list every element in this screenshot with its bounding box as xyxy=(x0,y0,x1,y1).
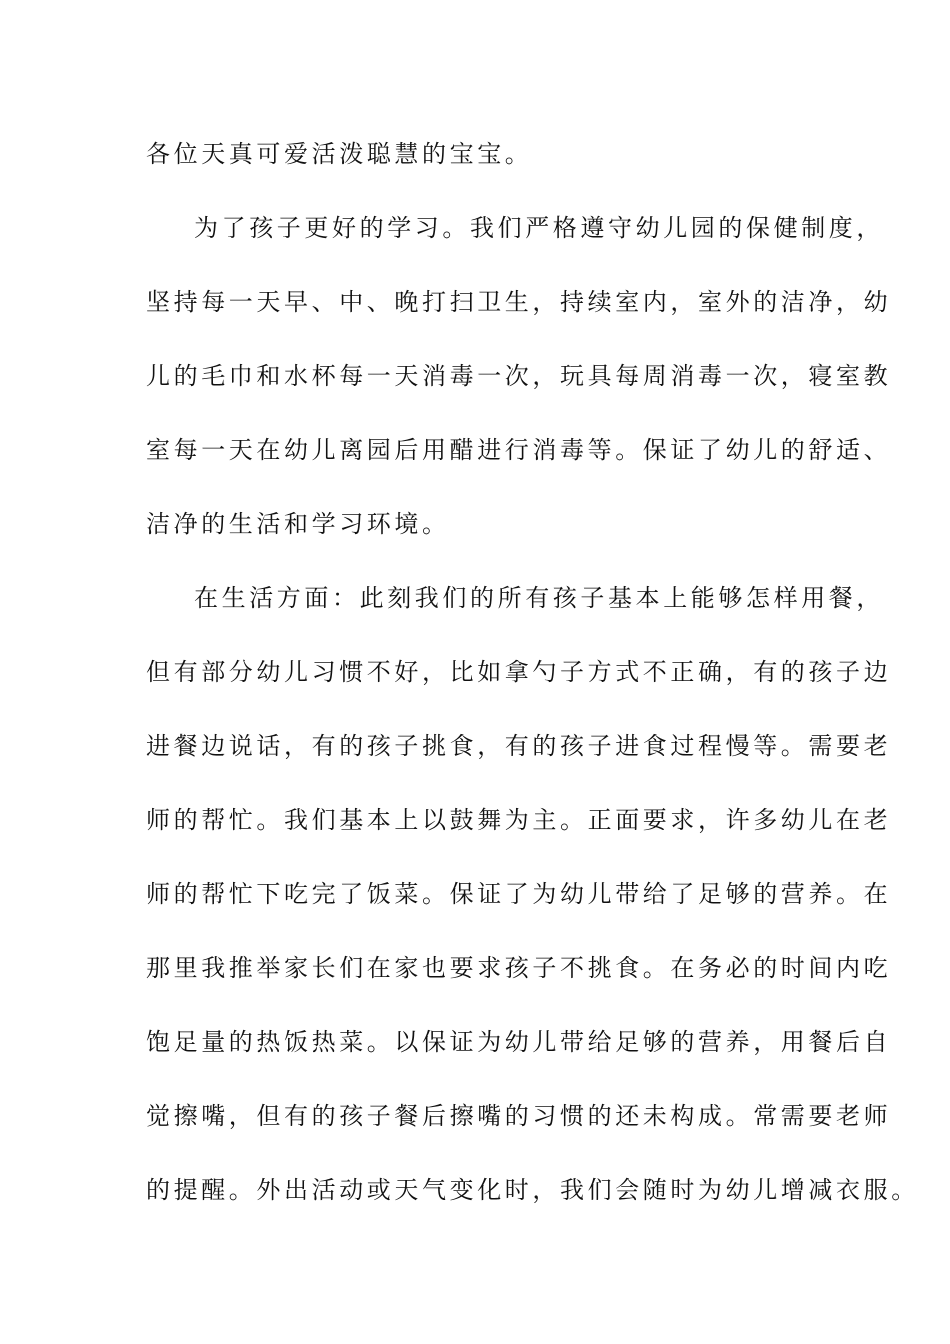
text-line: 洁净的生活和学习环境。 xyxy=(146,510,450,538)
text-line: 室每一天在幼儿离园后用醋进行消毒等。保证了幼儿的舒适、 xyxy=(146,436,892,464)
text-line: 但有部分幼儿习惯不好，比如拿勺子方式不正确，有的孩子边 xyxy=(146,658,892,686)
text-line: 觉擦嘴，但有的孩子餐后擦嘴的习惯的还未构成。常需要老师 xyxy=(146,1102,892,1130)
text-line: 各位天真可爱活泼聪慧的宝宝。 xyxy=(146,140,533,168)
text-line: 的提醒。外出活动或天气变化时，我们会随时为幼儿增减衣服。 xyxy=(146,1176,919,1204)
paragraph-start-line: 在生活方面：此刻我们的所有孩子基本上能够怎样用餐， xyxy=(194,584,884,612)
text-line: 师的帮忙。我们基本上以鼓舞为主。正面要求，许多幼儿在老 xyxy=(146,806,892,834)
text-line: 进餐边说话，有的孩子挑食，有的孩子进食过程慢等。需要老 xyxy=(146,732,892,760)
text-line: 那里我推举家长们在家也要求孩子不挑食。在务必的时间内吃 xyxy=(146,954,892,982)
text-line: 儿的毛巾和水杯每一天消毒一次，玩具每周消毒一次，寝室教 xyxy=(146,362,892,390)
text-line: 坚持每一天早、中、晚打扫卫生，持续室内，室外的洁净，幼 xyxy=(146,288,892,316)
text-line: 师的帮忙下吃完了饭菜。保证了为幼儿带给了足够的营养。在 xyxy=(146,880,892,908)
text-line: 饱足量的热饭热菜。以保证为幼儿带给足够的营养，用餐后自 xyxy=(146,1028,892,1056)
paragraph-start-line: 为了孩子更好的学习。我们严格遵守幼儿园的保健制度， xyxy=(194,214,884,242)
